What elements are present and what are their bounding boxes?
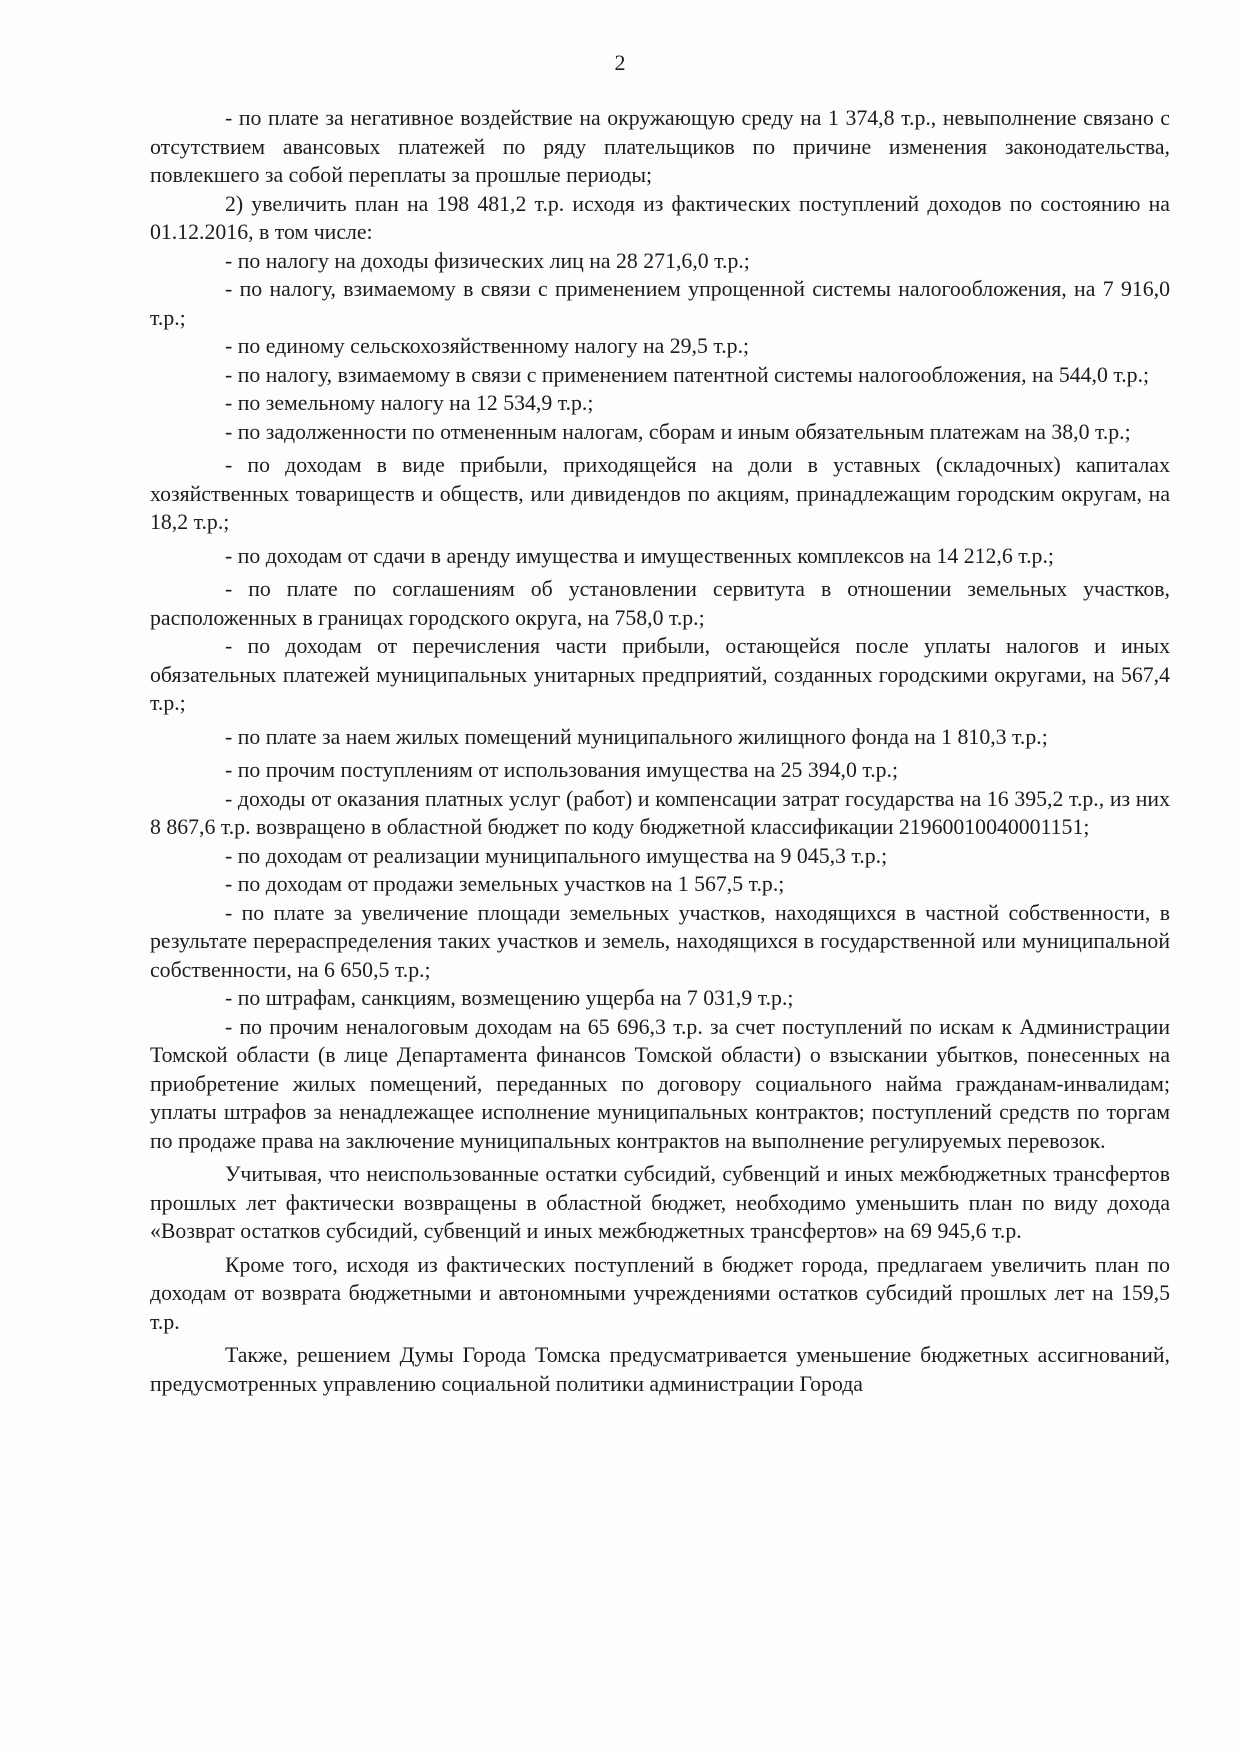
paragraph-duma-decision: Также, решением Думы Города Томска предусматривается уменьшение бюджетных ассигнований, предусмотренных управлению социальной политики администрации Города bbox=[150, 1343, 1170, 1396]
item-personal-income-tax: - по налогу на доходы физических лиц на 28 271,6,0 т.р.; bbox=[225, 248, 750, 273]
item-patent-tax: - по налогу, взимаемому в связи с применением патентной системы налогообложения, на 544,0 т.р.; bbox=[225, 362, 1150, 387]
item-dividends: - по доходам в виде прибыли, приходящейся на доли в уставных (складочных) капиталах хозяйственных товариществ и обществ, или дивидендов по акциям, принадлежащим городским округам, на 18,2 т.р.; bbox=[150, 453, 1170, 534]
item-profit-transfer: - по доходам от перечисления части прибыли, остающейся после уплаты налогов и иных обязательных платежей муниципальных унитарных предприятий, созданных городскими округами, на 567,4 т.р.; bbox=[150, 634, 1170, 715]
item-cancelled-taxes-arrears: - по задолженности по отмененным налогам, сборам и иным обязательным платежам на 38,0 т.р.; bbox=[225, 419, 1131, 444]
paragraph-negative-impact-fee: - по плате за негативное воздействие на окружающую среду на 1 374,8 т.р., невыполнение связано с отсутствием авансовых платежей по ряду плательщиков по причине изменения законодательства, повлекшего за собой переплаты за прошлые периоды; bbox=[150, 106, 1170, 187]
item-paid-services: - доходы от оказания платных услуг (работ) и компенсации затрат государства на 16 395,2 т.р., из них 8 867,6 т.р. возвращено в областной бюджет по коду бюджетной классификации 21960010040001151; bbox=[150, 786, 1170, 839]
item-land-area-increase: - по плате за увеличение площади земельных участков, находящихся в частной собственности, в результате перераспределения таких участков и земель, находящихся в государственной или муниципальной собственности, на 6 650,5 т.р.; bbox=[150, 900, 1170, 982]
item-other-property-income: - по прочим поступлениям от использования имущества на 25 394,0 т.р.; bbox=[225, 758, 899, 782]
item-land-sale: - по доходам от продажи земельных участков на 1 567,5 т.р.; bbox=[225, 872, 785, 896]
item-simplified-tax: - по налогу, взимаемому в связи с применением упрощенной системы налогообложения, на 7 916,0 т.р.; bbox=[150, 277, 1170, 330]
item-housing-rent: - по плате за наем жилых помещений муниципального жилищного фонда на 1 810,3 т.р.; bbox=[225, 724, 1048, 749]
item-other-non-tax-income: - по прочим неналоговым доходам на 65 696,3 т.р. за счет поступлений по искам к Администрации Томской области (в лице Департамента финансов Томской области) о взыскании убытков, понесенных на приобретение жилых помещений, переданных по договору социального найма гражданам-инвалидам; уплаты штрафов за ненадлежащее исполнение муниципальных контрактов; поступлений средств по торгам по продаже права на заключение муниципальных контрактов на выполнение регулируемых перевозок. bbox=[150, 1014, 1170, 1153]
item-property-sale: - по доходам от реализации муниципального имущества на 9 045,3 т.р.; bbox=[225, 843, 888, 868]
page-number: 2 bbox=[614, 50, 626, 75]
item-property-rent: - по доходам от сдачи в аренду имущества и имущественных комплексов на 14 212,6 т.р.; bbox=[225, 543, 1054, 568]
document-body bbox=[150, 104, 1170, 1398]
paragraph-budget-institutions-return: Кроме того, исходя из фактических поступлений в бюджет города, предлагаем увеличить план по доходам от возврата бюджетными и автономными учреждениями остатков субсидий прошлых лет на 159,5 т.р. bbox=[150, 1252, 1170, 1334]
item-land-tax: - по земельному налогу на 12 534,9 т.р.; bbox=[225, 391, 594, 415]
paragraph-subsidy-return: Учитывая, что неиспользованные остатки субсидий, субвенций и иных межбюджетных трансфертов прошлых лет фактически возвращены в областной бюджет, необходимо уменьшить план по виду дохода «Возврат остатков субсидий, субвенций и иных межбюджетных трансфертов» на 69 945,6 т.р. bbox=[150, 1162, 1170, 1243]
item-agricultural-tax: - по единому сельскохозяйственному налогу на 29,5 т.р.; bbox=[225, 334, 750, 358]
item-servitude-fee: - по плате по соглашениям об установлении сервитута в отношении земельных участков, расположенных в границах городского округа, на 758,0 т.р.; bbox=[150, 577, 1170, 630]
item-fines: - по штрафам, санкциям, возмещению ущерба на 7 031,9 т.р.; bbox=[225, 986, 794, 1010]
paragraph-increase-plan: 2) увеличить план на 198 481,2 т.р. исходя из фактических поступлений доходов по состоянию на 01.12.2016, в том числе: bbox=[150, 191, 1170, 244]
